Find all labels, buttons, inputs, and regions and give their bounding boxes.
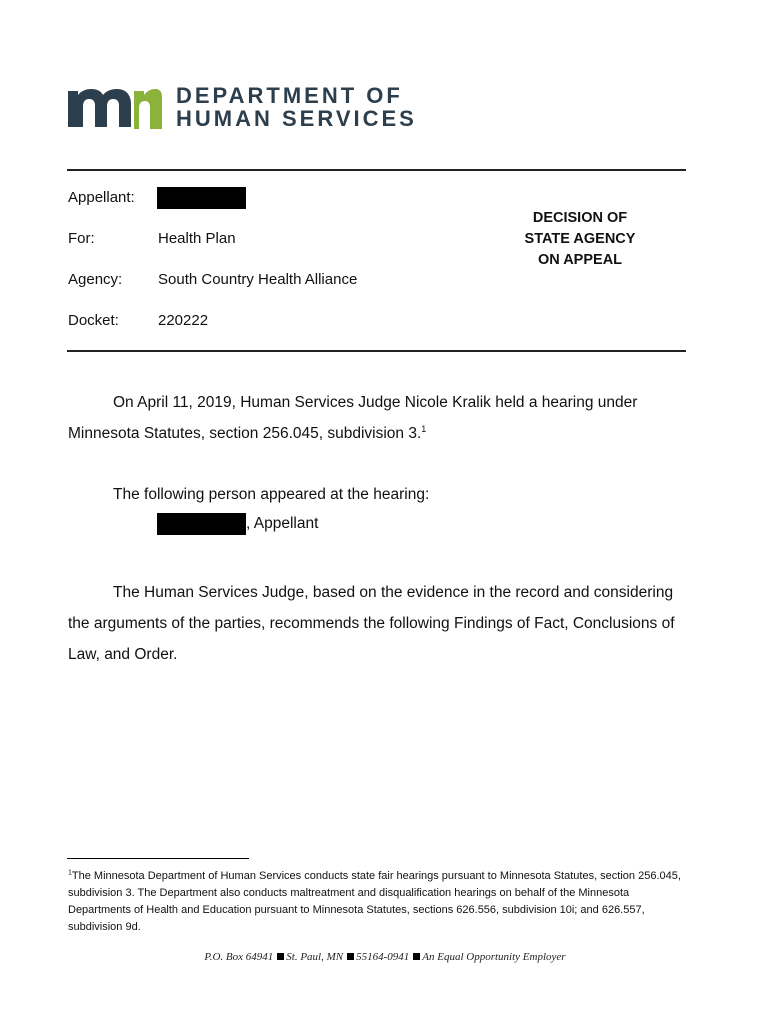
for-value: Health Plan [158, 230, 236, 247]
agency-value: South Country Health Alliance [158, 271, 358, 288]
appellant-label: Appellant: [68, 189, 135, 206]
hearing-paragraph [68, 387, 698, 449]
decision-title-line-3: ON APPEAL [537, 252, 623, 268]
top-divider [67, 169, 686, 171]
logo-line-2: HUMAN SERVICES [176, 106, 417, 131]
hearing-paragraph-text: On April 11, 2019, Human Services Judge Nicole Kralik held a hearing under Minnesota Statutes, section 256.045, subdivision 3. [68, 394, 638, 442]
square-bullet-icon [347, 953, 354, 960]
footnote-marker: 1 [68, 869, 72, 877]
square-bullet-icon [413, 953, 420, 960]
page-footer [0, 951, 770, 963]
mn-logo-mark [68, 85, 162, 129]
footnote-text: The Minnesota Department of Human Services conducts state fair hearings pursuant to Minnesota Statutes, section 256.045, subdivision 3. The Department also conducts maltreatment and disqualification hearings on behalf of the Minnesota Departments of Health and Education pursuant to Minnesota Statutes, sections 626.556, subdivision 10i; and 626.557, subdivision 9d. [68, 870, 681, 933]
square-bullet-icon [277, 953, 284, 960]
agency-label: Agency: [68, 271, 123, 288]
footer-eoe: An Equal Opportunity Employer [422, 951, 566, 963]
footnote-divider [67, 858, 249, 859]
footer-zip: 55164-0941 [356, 951, 410, 963]
logo-text [176, 84, 417, 130]
docket-label: Docket: [68, 312, 119, 329]
appearance-paragraph: The following person appeared at the hearing: [113, 486, 430, 503]
footer-city: St. Paul, MN [286, 951, 344, 963]
footer-po-box: P.O. Box 64941 [204, 951, 274, 963]
decision-title-line-1: DECISION OF [532, 210, 628, 226]
decision-title [512, 208, 648, 271]
for-label: For: [68, 230, 95, 247]
bottom-divider [67, 350, 686, 352]
recommendation-paragraph: The Human Services Judge, based on the evidence in the record and considering the arguments of the parties, recommends the following Findings of Fact, Conclusions of Law, and Order. [68, 584, 675, 663]
decision-title-line-2: STATE AGENCY [524, 231, 636, 247]
docket-value: 220222 [158, 312, 209, 329]
footnote-reference: 1 [421, 423, 427, 434]
appellant-appearance-redaction [157, 513, 246, 535]
appellant-role: , Appellant [246, 515, 319, 532]
footnote [68, 868, 688, 936]
dhs-logo [68, 84, 417, 130]
logo-line-1: DEPARTMENT OF [176, 83, 403, 108]
appellant-name-redaction [157, 187, 246, 209]
